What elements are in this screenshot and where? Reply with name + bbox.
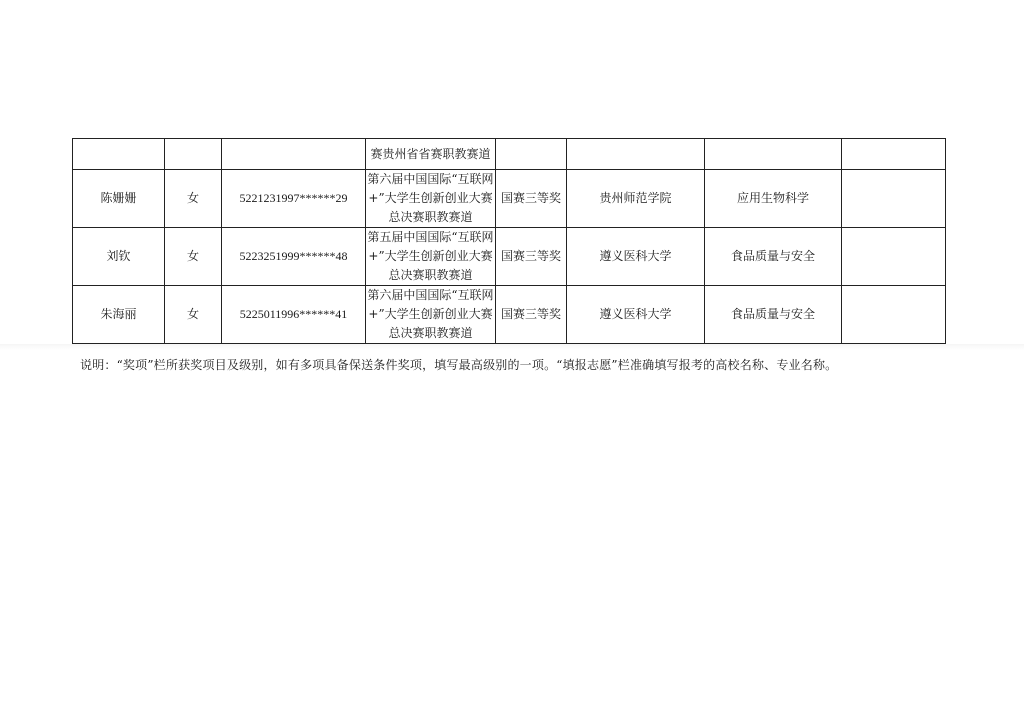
explanatory-note: 说明：“奖项”栏所获奖项目及级别，如有多项具备保送条件奖项，填写最高级别的一项。“填报志愿”栏准确填写报考的高校名称、专业名称。: [80, 358, 838, 372]
cell-major: 食品质量与安全: [705, 228, 842, 286]
cell-project: 第六届中国国际“互联网+”大学生创新创业大赛总决赛职教赛道: [366, 170, 496, 228]
cell-name: 陈姗姗: [73, 170, 165, 228]
cell-id-number: 5223251999******48: [222, 228, 366, 286]
cell-gender: [165, 139, 222, 170]
cell-project: 第六届中国国际“互联网+”大学生创新创业大赛总决赛职教赛道: [366, 286, 496, 344]
cell-award: 国赛三等奖: [496, 286, 567, 344]
cell-award: 国赛三等奖: [496, 228, 567, 286]
cell-id-number: [222, 139, 366, 170]
cell-school: 遵义医科大学: [567, 286, 705, 344]
cell-major: 应用生物科学: [705, 170, 842, 228]
cell-major: 食品质量与安全: [705, 286, 842, 344]
table-row-continuation: [73, 139, 946, 170]
table-row: [73, 170, 946, 228]
cell-id-number: 5225011996******41: [222, 286, 366, 344]
cell-extra: [842, 286, 946, 344]
cell-school: [567, 139, 705, 170]
cell-award: 国赛三等奖: [496, 170, 567, 228]
cell-gender: 女: [165, 228, 222, 286]
cell-name: 朱海丽: [73, 286, 165, 344]
cell-school: 贵州师范学院: [567, 170, 705, 228]
cell-name: [73, 139, 165, 170]
cell-school: 遵义医科大学: [567, 228, 705, 286]
cell-name: 刘钦: [73, 228, 165, 286]
cell-extra: [842, 170, 946, 228]
award-table: [72, 138, 946, 344]
scan-fold-shadow: [0, 344, 1024, 350]
cell-major: [705, 139, 842, 170]
cell-gender: 女: [165, 170, 222, 228]
cell-gender: 女: [165, 286, 222, 344]
cell-id-number: 5221231997******29: [222, 170, 366, 228]
table-row: [73, 228, 946, 286]
cell-extra: [842, 228, 946, 286]
cell-extra: [842, 139, 946, 170]
table-row: [73, 286, 946, 344]
cell-award: [496, 139, 567, 170]
cell-project: 赛贵州省省赛职教赛道: [366, 139, 496, 170]
cell-project: 第五届中国国际“互联网+”大学生创新创业大赛总决赛职教赛道: [366, 228, 496, 286]
